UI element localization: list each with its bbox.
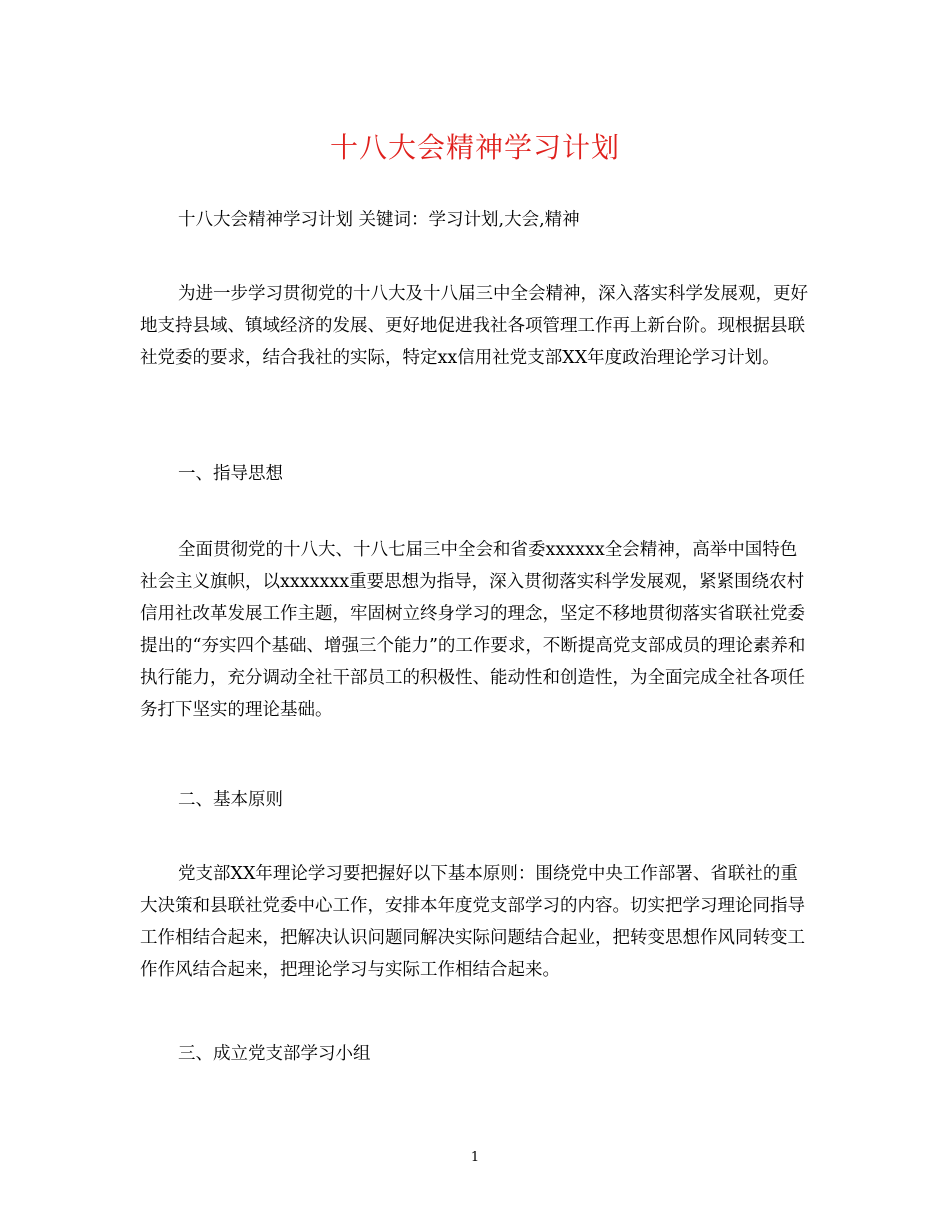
keywords-line: 十八大会精神学习计划 关键词：学习计划,大会,精神 bbox=[178, 210, 580, 230]
document-title: 十八大会精神学习计划 bbox=[329, 131, 620, 164]
section-heading-guiding-thought: 一、指导思想 bbox=[178, 464, 283, 484]
intro-paragraph: 为进一步学习贯彻党的十八大及十八届三中全会精神，深入落实科学发展观，更好地支持县域、镇域经济的发展、更好地促进我社各项管理工作再上新台阶。现根据县联社党委的要求，结合我社的实际，特定xx信用社党支部XX年度政治理论学习计划。 bbox=[140, 284, 808, 368]
section-heading-basic-principles: 二、基本原则 bbox=[178, 790, 283, 810]
page-number: 1 bbox=[470, 1150, 480, 1165]
section-body-basic-principles: 党支部XX年理论学习要把握好以下基本原则：围绕党中央工作部署、省联社的重大决策和县联社党委中心工作，安排本年度党支部学习的内容。切实把学习理论同指导工作相结合起来，把解决认识问题同解决实际问题结合起业，把转变思想作风同转变工作作风结合起来，把理论学习与实际工作相结合起来。 bbox=[140, 864, 805, 980]
section-body-guiding-thought: 全面贯彻党的十八大、十八七届三中全会和省委xxxxxx全会精神，高举中国特色社会主义旗帜，以xxxxxxx重要思想为指导，深入贯彻落实科学发展观，紧紧围绕农村信用社改革发展工作主题，牢固树立终身学习的理念，坚定不移地贯彻落实省联社党委提出的“夯实四个基础、增强三个能力”的工作要求，不断提高党支部成员的理论素养和执行能力，充分调动全社干部员工的积极性、能动性和创造性，为全面完成全社各项任务打下坚实的理论基础。 bbox=[140, 540, 806, 720]
section-heading-study-group: 三、成立党支部学习小组 bbox=[178, 1044, 371, 1064]
